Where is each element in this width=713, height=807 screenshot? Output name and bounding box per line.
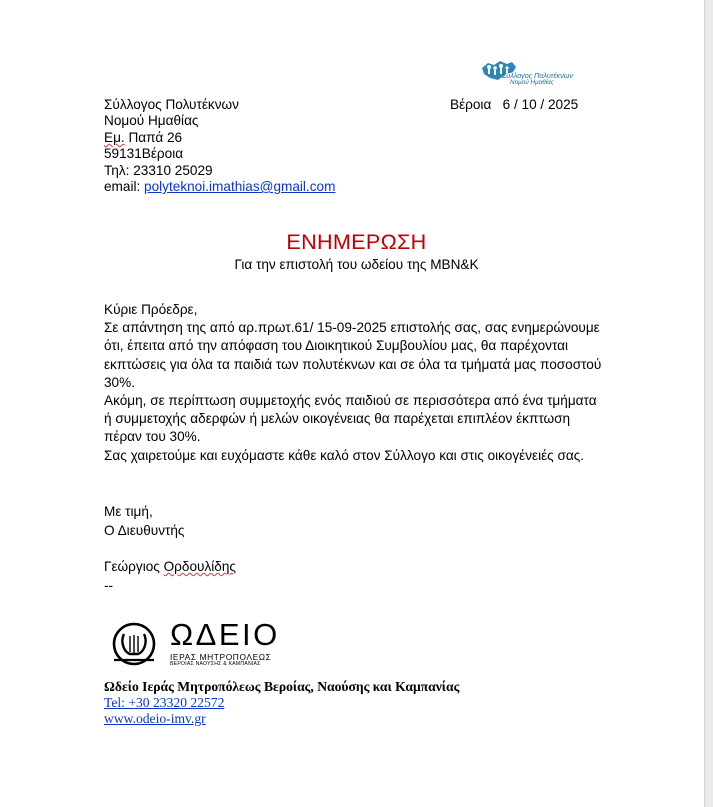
sender-email-link[interactable]: polyteknoi.imathias@gmail.com (144, 179, 336, 195)
sender-region: Νομού Ημαθίας (104, 113, 199, 129)
letter-paragraph-1: Σε απάντηση της από αρ.πρωτ.61/ 15-09-2025 επιστολής σας, σας ενημερώνουμε ότι, έπειτα από την απόφαση του Διοικητικού Συμβουλίου μας, θα παρέχονται εκπτώσεις για όλα τα παιδιά των πολυτέκνων και σε όλα τα τμήματά μας ποσοστού 30%. (104, 320, 602, 390)
sender-phone: Τηλ: 23310 25029 (104, 162, 213, 178)
association-logo-line1: Σύλλογος Πολυτέκνων (502, 71, 573, 80)
document-subtitle: Για την επιστολή του ωδείου της ΜΒΝ&Κ (234, 257, 479, 272)
letter-paragraph-3: Σας χαιρετούμε και ευχόμαστε κάθε καλό στον Σύλλογο και στις οικογένειές σας. (104, 447, 585, 463)
footer-organization-name: Ωδείο Ιεράς Μητροπόλεως Βεροίας, Ναούσης και Καμπανίας (104, 679, 460, 694)
signer-block (104, 558, 236, 595)
odeio-logo-line2: ΒΕΡΟΙΑΣ ΝΑΟΥΣΗΣ & ΚΑΜΠΑΝΙΑΣ (170, 661, 261, 667)
page-edge (704, 0, 713, 807)
signer-last-name: Ορδουλίδης (163, 559, 236, 574)
odeio-logo (110, 618, 290, 670)
footer-website-link[interactable]: www.odeio-imv.gr (104, 711, 206, 727)
letter-paragraph-2: Ακόμη, σε περίπτωση συμμετοχής ενός παιδιού σε περισσότερα από ένα τμήματα ή συμμετοχής αδερφών ή μελών οικογένειας θα παρέχεται επιπλέον έκπτωση πέραν του 30%. (104, 393, 597, 445)
letter-body (104, 301, 604, 465)
lyre-emblem-icon (110, 620, 158, 668)
sender-street-prefix: Εμ. (104, 129, 125, 145)
odeio-logo-word: ΩΔΕΙΟ (170, 617, 280, 652)
footer-phone-line (104, 695, 459, 711)
sender-email-line (104, 179, 335, 195)
sender-postal: 59131Βέροια (104, 146, 184, 162)
date-line: Βέροια 6 / 10 / 2025 (450, 97, 579, 112)
signature-footer (104, 679, 459, 728)
letter-greeting: Κύριε Πρόεδρε, (104, 302, 198, 317)
sender-name: Σύλλογος Πολυτέκνων (104, 97, 239, 112)
closing-role: Ο Διευθυντής (104, 522, 185, 538)
odeio-logo-line1: ΙΕΡΑΣ ΜΗΤΡΟΠΟΛΕΩΣ (170, 652, 272, 662)
association-logo-line2: Νομού Ημαθίας (510, 79, 554, 86)
sender-street (104, 130, 335, 146)
footer-website-line (104, 711, 459, 727)
signer-first-name: Γεώργιος (104, 559, 164, 574)
signature-separator: -- (104, 577, 114, 593)
association-logo (480, 58, 595, 90)
sender-email-label: email: (104, 179, 145, 195)
letter-closing (104, 503, 184, 540)
sender-street-rest: Παπά 26 (124, 129, 183, 145)
signer-name (104, 558, 236, 577)
footer-phone-label[interactable]: Tel (104, 695, 122, 711)
footer-phone-number[interactable]: : +30 23320 22572 (121, 695, 225, 711)
sender-block (104, 97, 335, 195)
closing-regards: Με τιμή, (104, 504, 153, 519)
document-title: ΕΝΗΜΕΡΩΣΗ (286, 229, 427, 254)
